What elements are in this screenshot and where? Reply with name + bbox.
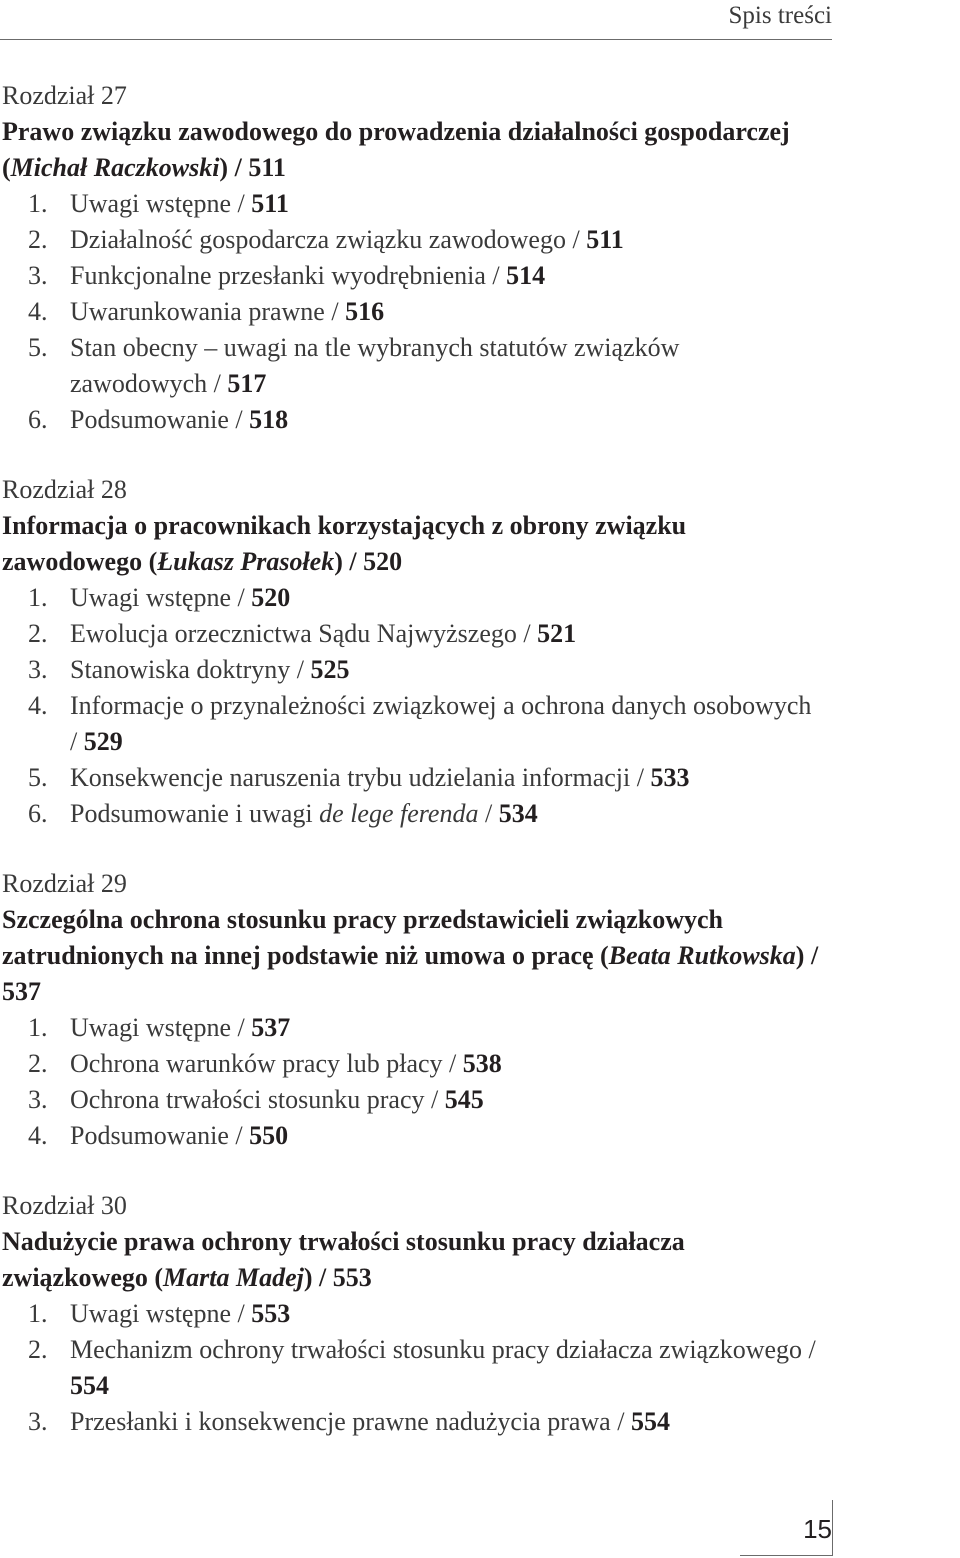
running-head: Spis treści <box>728 2 832 29</box>
page-ref: 538 <box>462 1049 502 1078</box>
chapter-title[interactable]: Prawo związku zawodowego do prowadzenia działalności gospodarczej (Michał Raczkowski) / 511 <box>2 117 790 182</box>
toc-entry[interactable]: 6. Podsumowanie / 518 <box>28 405 289 434</box>
latin-phrase: de lege ferenda <box>319 799 479 828</box>
page-ref: 520 <box>363 547 403 576</box>
table-of-contents <box>2 78 822 1474</box>
toc-entry[interactable]: 2. Ochrona warunków pracy lub płacy / 538 <box>28 1049 502 1078</box>
chapter-author: Beata Rutkowska <box>608 941 796 970</box>
page-ref: 534 <box>498 799 538 828</box>
footer-rule <box>740 1555 832 1556</box>
toc-entry[interactable]: 3. Ochrona trwałości stosunku pracy / 545 <box>28 1085 484 1114</box>
chapter-28 <box>2 472 822 832</box>
page-ref: 525 <box>310 655 350 684</box>
entry-list <box>2 580 822 832</box>
toc-entry[interactable]: 3. Stanowiska doktryny / 525 <box>28 655 350 684</box>
chapter-title[interactable]: Nadużycie prawa ochrony trwałości stosunku pracy działacza związkowego (Marta Madej) / 553 <box>2 1227 685 1292</box>
page-ref: 553 <box>251 1299 291 1328</box>
page-ref: 554 <box>70 1371 109 1400</box>
page-ref: 550 <box>249 1121 289 1150</box>
page-ref: 511 <box>586 225 624 254</box>
toc-entry[interactable]: 4. Podsumowanie / 550 <box>28 1121 289 1150</box>
page-number: 15 <box>803 1514 832 1544</box>
chapter-30 <box>2 1188 822 1440</box>
toc-entry[interactable]: 4. Uwarunkowania prawne / 516 <box>28 297 385 326</box>
header-rule <box>0 39 832 40</box>
toc-entry[interactable]: 1. Uwagi wstępne / 520 <box>28 583 291 612</box>
page-ref: 511 <box>248 153 286 182</box>
toc-entry[interactable]: 2. Działalność gospodarcza związku zawodowego / 511 <box>28 225 624 254</box>
toc-entry[interactable]: 3. Funkcjonalne przesłanki wyodrębnienia / 514 <box>28 261 546 290</box>
chapter-label: Rozdział 29 <box>2 869 127 898</box>
entry-list <box>2 186 822 438</box>
toc-entry[interactable]: 2. Ewolucja orzecznictwa Sądu Najwyższego / 521 <box>28 619 577 648</box>
page-ref: 516 <box>345 297 385 326</box>
page-ref: 537 <box>251 1013 291 1042</box>
toc-entry[interactable]: 2. Mechanizm ochrony trwałości stosunku pracy działacza związkowego / 554 <box>28 1335 816 1400</box>
page-ref: 553 <box>332 1263 372 1292</box>
toc-entry[interactable]: 4. Informacje o przynależności związkowej a ochrona danych osobowych / 529 <box>28 691 812 756</box>
toc-entry[interactable]: 5. Konsekwencje naruszenia trybu udzielania informacji / 533 <box>28 763 690 792</box>
chapter-label: Rozdział 28 <box>2 475 127 504</box>
page-ref: 511 <box>251 189 289 218</box>
toc-entry[interactable]: 1. Uwagi wstępne / 537 <box>28 1013 291 1042</box>
page-ref: 520 <box>251 583 291 612</box>
chapter-29 <box>2 866 822 1154</box>
entry-list <box>2 1296 822 1440</box>
chapter-label: Rozdział 27 <box>2 81 127 110</box>
page-ref: 529 <box>83 727 123 756</box>
chapter-author: Marta Madej <box>163 1263 304 1292</box>
chapter-author: Michał Raczkowski <box>10 153 220 182</box>
toc-entry[interactable]: 1. Uwagi wstępne / 553 <box>28 1299 291 1328</box>
toc-entry[interactable]: 1. Uwagi wstępne / 511 <box>28 189 289 218</box>
chapter-author: Łukasz Prasołek <box>157 547 335 576</box>
page-ref: 521 <box>537 619 577 648</box>
toc-entry[interactable]: 3. Przesłanki i konsekwencje prawne nadużycia prawa / 554 <box>28 1407 670 1436</box>
page-ref: 554 <box>630 1407 670 1436</box>
toc-entry[interactable]: 6. Podsumowanie i uwagi de lege ferenda / 534 <box>28 799 538 828</box>
page-ref: 537 <box>2 977 41 1006</box>
chapter-title[interactable]: Informacja o pracownikach korzystających z obrony związku zawodowego (Łukasz Prasołek) / 520 <box>2 511 687 576</box>
page-ref: 518 <box>249 405 289 434</box>
entry-list <box>2 1010 822 1154</box>
page-ref: 517 <box>227 369 267 398</box>
page-ref: 514 <box>506 261 546 290</box>
page-ref: 533 <box>650 763 690 792</box>
page-ref: 545 <box>444 1085 484 1114</box>
chapter-title[interactable]: Szczególna ochrona stosunku pracy przedstawicieli związkowych zatrudnionych na innej podstawie niż umowa o pracę (Beata Rutkowska) / 537 <box>2 905 819 1006</box>
chapter-27 <box>2 78 822 438</box>
chapter-label: Rozdział 30 <box>2 1191 127 1220</box>
footer-vertical-rule <box>832 1500 833 1556</box>
toc-entry[interactable]: 5. Stan obecny – uwagi na tle wybranych statutów związków zawodowych / 517 <box>28 333 680 398</box>
